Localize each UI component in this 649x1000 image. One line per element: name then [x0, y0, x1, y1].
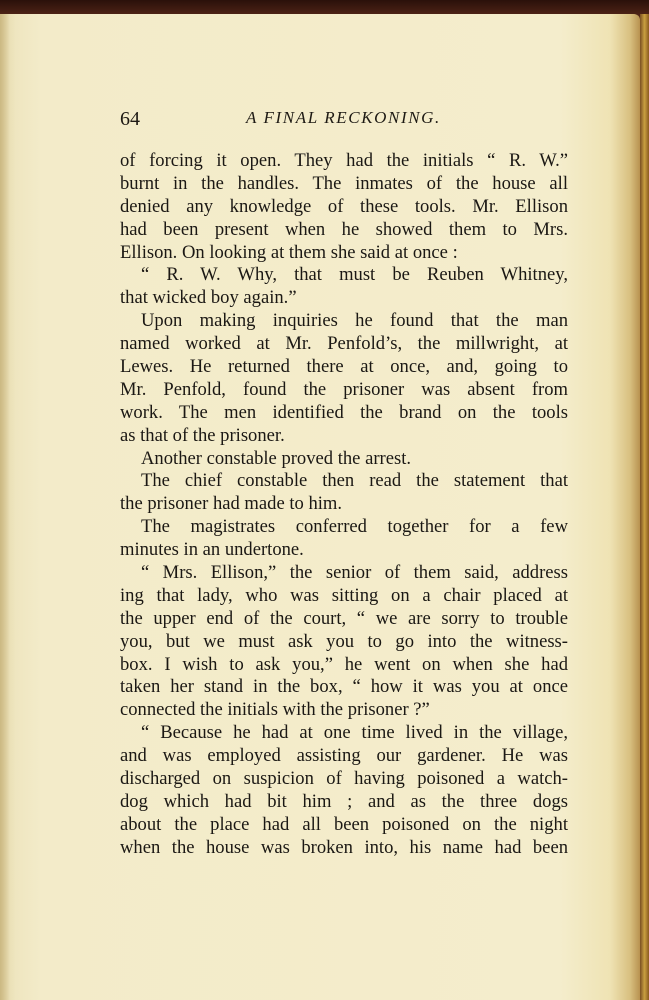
- text-line: “ R. W. Why, that must be Reuben Whitney,: [141, 264, 568, 286]
- text-line: and was employed assisting our gardener. He was: [120, 745, 568, 767]
- text-line: as that of the prisoner.: [120, 424, 285, 446]
- text-line: when the house was broken into, his name had been: [120, 836, 568, 858]
- text-line: ing that lady, who was sitting on a chair placed at: [120, 584, 568, 606]
- text-line: Another constable proved the arrest.: [141, 447, 412, 469]
- text-line: denied any knowledge of these tools. Mr. Ellison: [120, 195, 568, 217]
- text-line: of forcing it open. They had the initials “ R. W.”: [120, 150, 568, 171]
- text-line: discharged on suspicion of having poisoned a watch-: [120, 768, 568, 790]
- text-line: the upper end of the court, “ we are sorry to trouble: [120, 607, 568, 629]
- text-line: Upon making inquiries he found that the man: [141, 310, 568, 332]
- text-line: about the place had all been poisoned on the night: [120, 813, 568, 835]
- running-title: A FINAL RECKONING.: [246, 108, 441, 127]
- text-line: Lewes. He returned there at once, and, going to: [120, 356, 568, 378]
- text-line: the prisoner had made to him.: [120, 493, 343, 515]
- text-line: connected the initials with the prisoner ?”: [120, 699, 430, 721]
- text-line: that wicked boy again.”: [120, 287, 297, 309]
- text-line: Ellison. On looking at them she said at once :: [120, 241, 458, 263]
- text-line: minutes in an undertone.: [120, 539, 304, 561]
- text-line: dog which had bit him ; and as the three dogs: [120, 790, 568, 812]
- text-line: you, but we must ask you to go into the witness-: [120, 630, 568, 652]
- text-line: work. The men identified the brand on the tools: [120, 401, 568, 423]
- body-text: [120, 150, 568, 860]
- text-line: had been present when he showed them to Mrs.: [120, 218, 568, 240]
- running-head: [120, 108, 568, 134]
- text-line: The magistrates conferred together for a few: [141, 516, 568, 538]
- page-edge: [640, 14, 649, 1000]
- text-line: taken her stand in the box, “ how it was you at once: [120, 676, 568, 698]
- page-number: 64: [120, 108, 140, 130]
- text-line: burnt in the handles. The inmates of the house all: [120, 172, 568, 194]
- text-line: Mr. Penfold, found the prisoner was absent from: [120, 378, 568, 400]
- text-line: box. I wish to ask you,” he went on when she had: [120, 653, 568, 675]
- text-line: “ Mrs. Ellison,” the senior of them said, address: [141, 562, 568, 584]
- text-line: named worked at Mr. Penfold’s, the millwright, at: [120, 333, 568, 355]
- gutter-shadow: [0, 14, 10, 1000]
- text-line: “ Because he had at one time lived in the village,: [141, 722, 568, 744]
- text-line: The chief constable then read the statement that: [141, 470, 568, 492]
